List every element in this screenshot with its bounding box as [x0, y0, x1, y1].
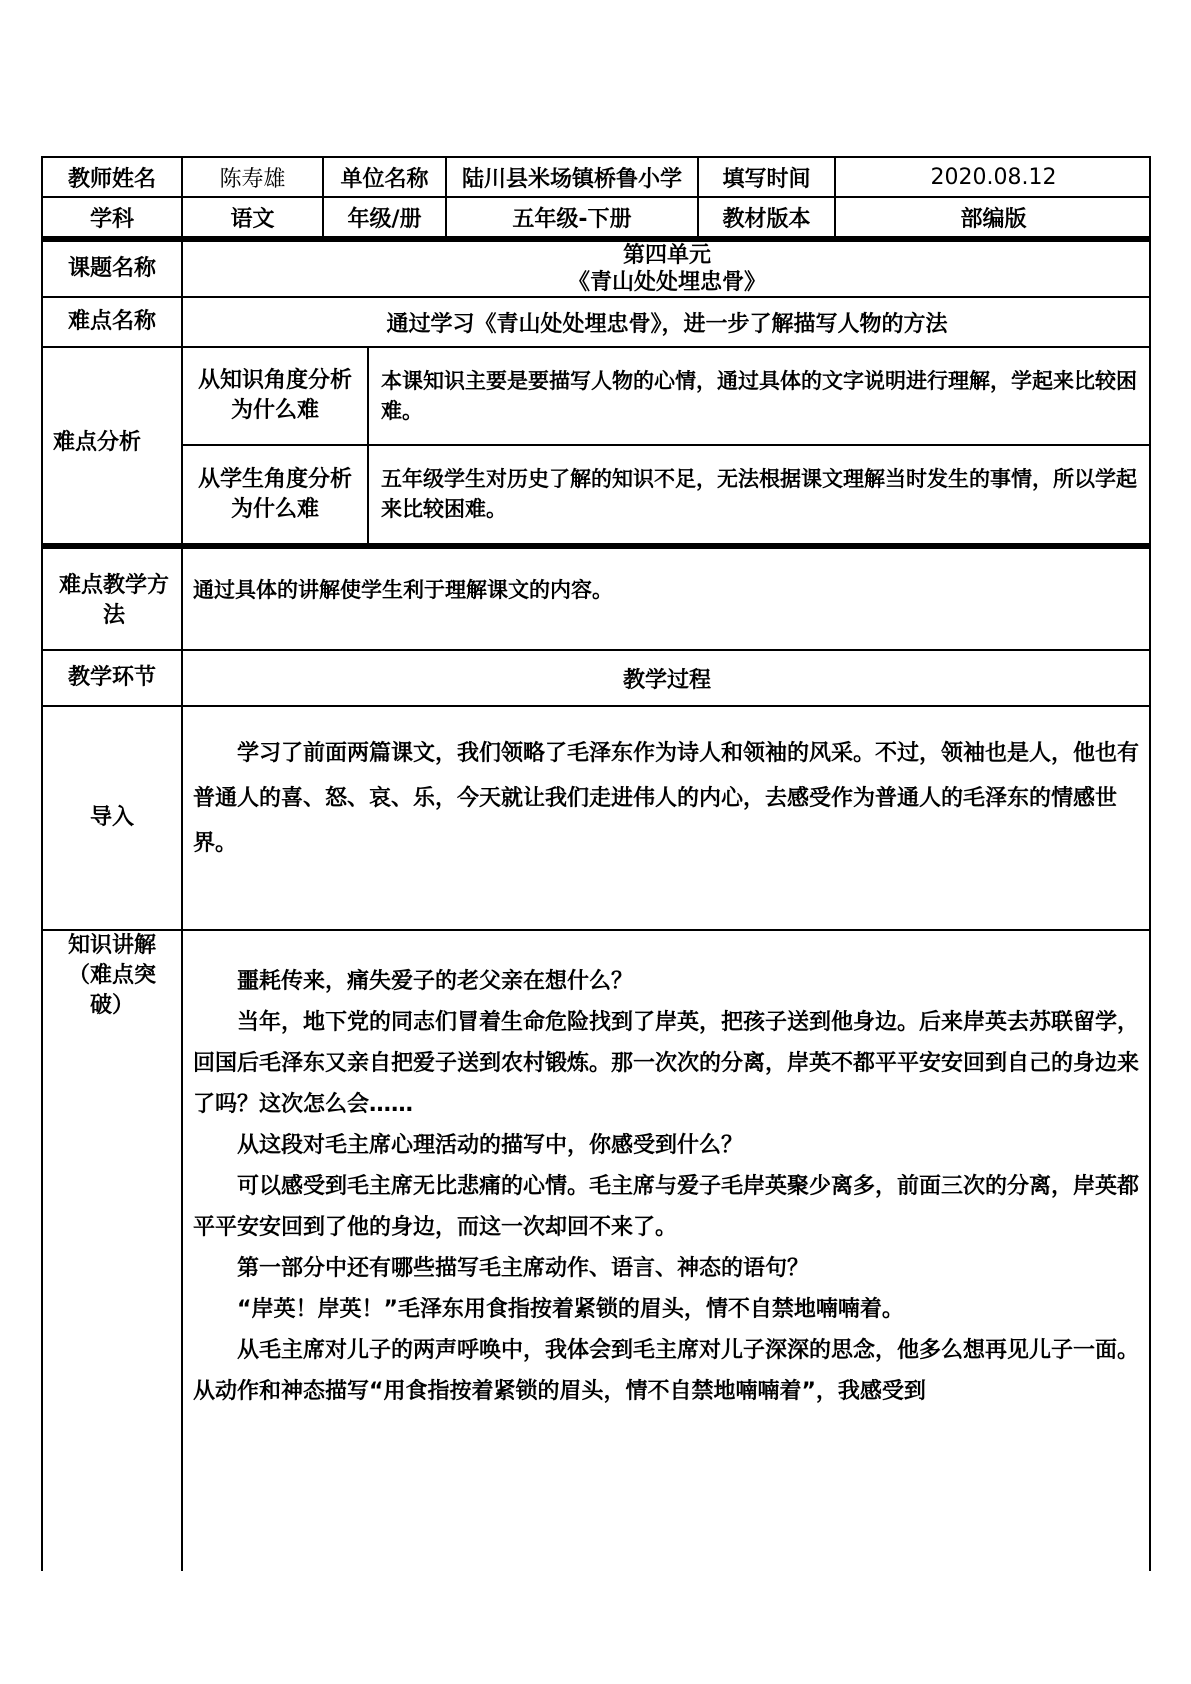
double-rule	[41, 236, 1151, 240]
grade-label: 年级/册	[322, 196, 445, 236]
knowledge-label: 知识讲解（难点突破）	[41, 929, 181, 1571]
topic-value	[181, 240, 1151, 296]
analysis-label: 难点分析	[41, 346, 181, 543]
row-difficulty	[41, 296, 1151, 346]
knowledge-paragraph: 当年，地下党的同志们冒着生命危险找到了岸英，把孩子送到他身边。后来岸英去苏联留学，回国后毛泽东又亲自把爱子送到农村锻炼。那一次次的分离，岸英不都平平安安回到自己的身边来了吗？这次怎么会……	[193, 1010, 1140, 1117]
student-angle-label: 从学生角度分析为什么难	[181, 444, 367, 543]
row-teacher	[41, 156, 1151, 196]
unit-label: 单位名称	[322, 156, 445, 196]
row-topic	[41, 240, 1151, 296]
topic-label: 课题名称	[41, 240, 181, 296]
method-label: 难点教学方法	[41, 547, 181, 649]
knowledge-paragraph: 从这段对毛主席心理活动的描写中，你感受到什么？	[237, 1133, 744, 1158]
intro-text: 学习了前面两篇课文，我们领略了毛泽东作为诗人和领袖的风采。不过，领袖也是人，他也有普通人的喜、怒、哀、乐，今天就让我们走进伟人的内心，去感受作为普通人的毛泽东的情感世界。	[181, 705, 1151, 929]
edition-label: 教材版本	[697, 196, 834, 236]
process-label: 教学环节	[41, 649, 181, 705]
teacher-label: 教师姓名	[41, 156, 181, 196]
date-label: 填写时间	[697, 156, 834, 196]
row-intro	[41, 705, 1151, 929]
difficulty-value: 通过学习《青山处处埋忠骨》，进一步了解描写人物的方法	[181, 296, 1151, 346]
knowledge-angle-text: 本课知识主要是要描写人物的心情，通过具体的文字说明进行理解，学起来比较困难。	[367, 346, 1151, 444]
subject-value: 语文	[181, 196, 322, 236]
subject-label: 学科	[41, 196, 181, 236]
knowledge-angle-label: 从知识角度分析为什么难	[181, 346, 367, 444]
table-right-border	[1149, 156, 1151, 1571]
double-rule	[41, 543, 1151, 547]
grade-value: 五年级-下册	[445, 196, 697, 236]
process-value: 教学过程	[181, 649, 1151, 705]
row-process-header	[41, 649, 1151, 705]
knowledge-paragraph: 噩耗传来，痛失爱子的老父亲在想什么？	[237, 969, 634, 994]
teacher-value: 陈寿雄	[181, 156, 322, 196]
topic-line-1: 第四单元	[622, 243, 711, 268]
row-knowledge	[41, 929, 1151, 1571]
edition-value: 部编版	[834, 196, 1151, 236]
row-subject	[41, 196, 1151, 236]
knowledge-body	[181, 929, 1151, 1571]
knowledge-paragraph: 第一部分中还有哪些描写毛主席动作、语言、神态的语句？	[237, 1256, 810, 1281]
student-angle-text: 五年级学生对历史了解的知识不足，无法根据课文理解当时发生的事情，所以学起来比较困难。	[367, 444, 1151, 543]
unit-value: 陆川县米场镇桥鲁小学	[445, 156, 697, 196]
method-text: 通过具体的讲解使学生利于理解课文的内容。	[181, 547, 1151, 649]
knowledge-paragraph: 从毛主席对儿子的两声呼唤中，我体会到毛主席对儿子深深的思念，他多么想再见儿子一面。从动作和神态描写“用食指按着紧锁的眉头，情不自禁地喃喃着”，我感受到	[193, 1338, 1140, 1404]
intro-label: 导入	[41, 705, 181, 929]
topic-line-2: 《青山处处埋忠骨》	[567, 270, 766, 295]
row-method	[41, 547, 1151, 649]
difficulty-label: 难点名称	[41, 296, 181, 346]
row-analysis	[41, 346, 1151, 543]
date-value: 2020.08.12	[834, 156, 1151, 196]
knowledge-paragraph: “岸英！岸英！”毛泽东用食指按着紧锁的眉头，情不自禁地喃喃着。	[237, 1297, 904, 1322]
knowledge-paragraph: 可以感受到毛主席无比悲痛的心情。毛主席与爱子毛岸英聚少离多，前面三次的分离，岸英都平平安安回到了他的身边，而这一次却回不来了。	[193, 1174, 1140, 1240]
